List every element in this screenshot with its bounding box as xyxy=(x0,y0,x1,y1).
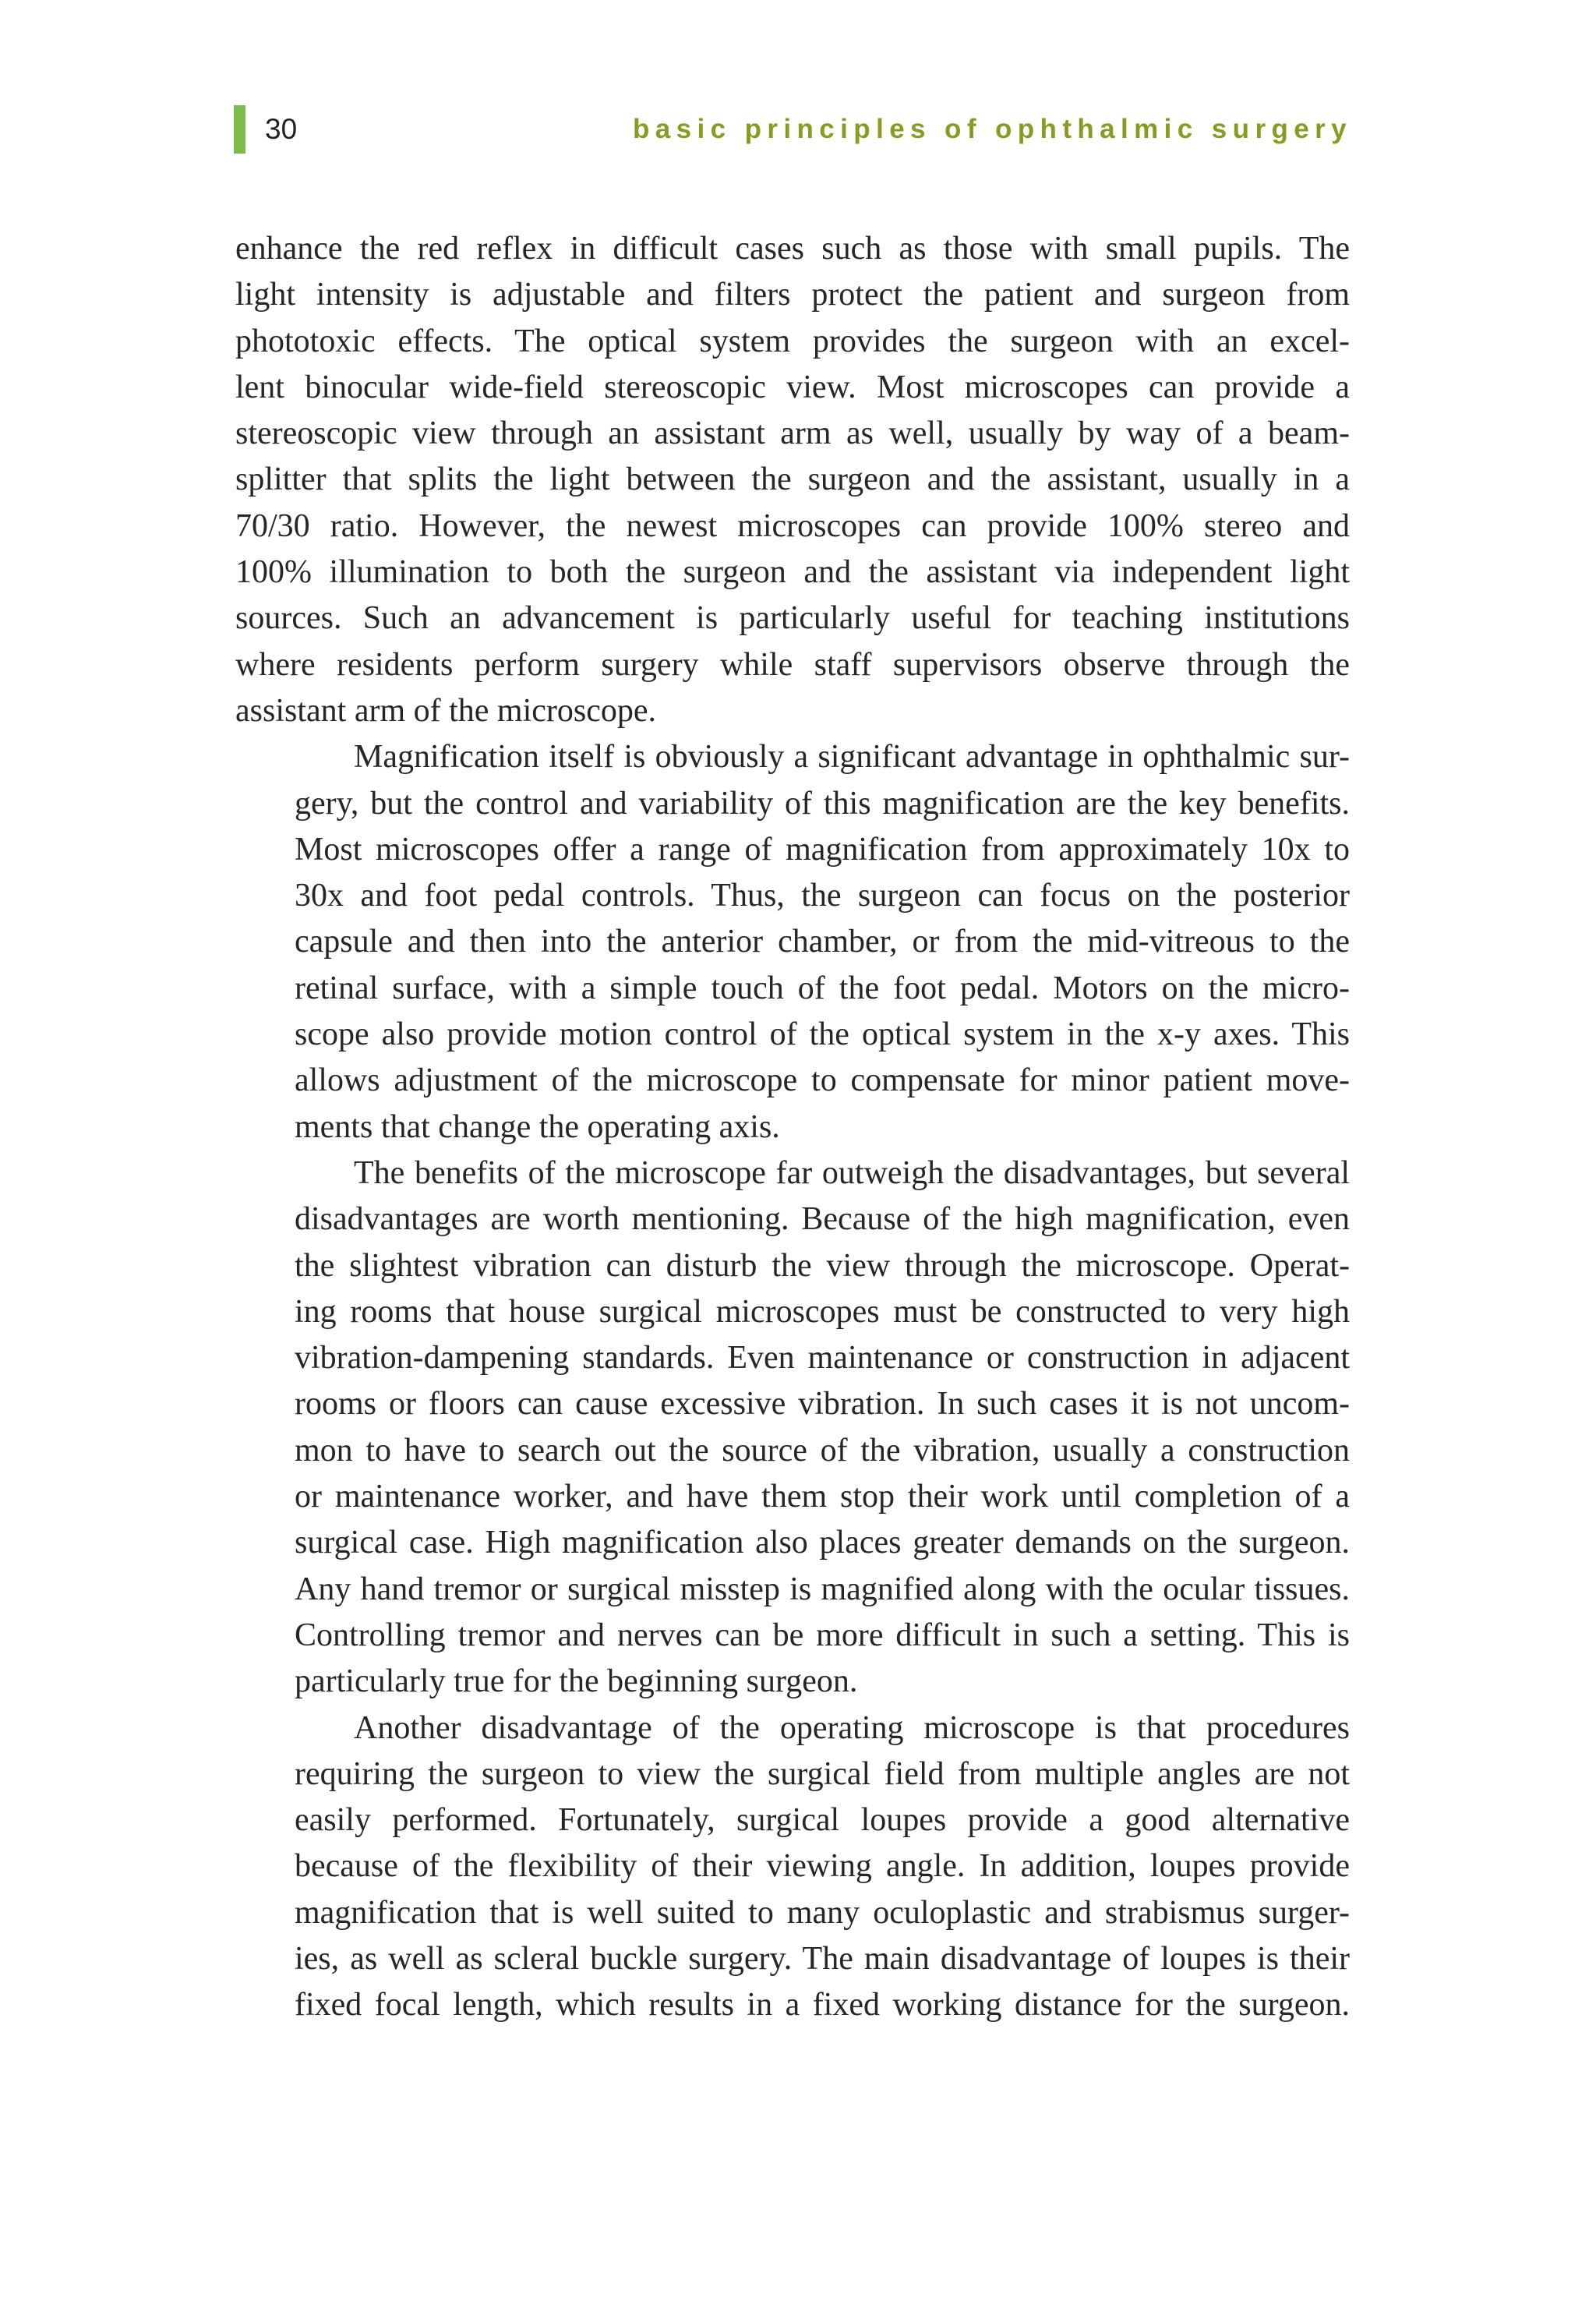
text-line: retinal surface, with a simple touch of the foot pedal. Motors on the micro- xyxy=(295,970,1350,1006)
text-line: 100% illumination to both the surgeon and the assistant via independent light xyxy=(235,554,1350,591)
text-line: Controlling tremor and nerves can be more difficult in such a setting. This is xyxy=(295,1617,1350,1653)
text-line: The benefits of the microscope far outweigh the disadvantages, but several xyxy=(354,1154,1350,1191)
text-line: where residents perform surgery while staff supervisors observe through the xyxy=(235,646,1350,683)
text-line: splitter that splits the light between the surgeon and the assistant, usually in a xyxy=(235,461,1350,498)
text-line: allows adjustment of the microscope to compensate for minor patient move- xyxy=(295,1062,1350,1099)
text-line: ing rooms that house surgical microscopes must be constructed to very high xyxy=(295,1293,1350,1330)
text-line: gery, but the control and variability of this magnification are the key benefits. xyxy=(295,785,1350,822)
body-text xyxy=(235,226,1350,2029)
text-line: phototoxic effects. The optical system provides the surgeon with an excel- xyxy=(235,323,1350,359)
text-line: Most microscopes offer a range of magnification from approximately 10x to xyxy=(295,831,1350,868)
text-line: requiring the surgeon to view the surgical field from multiple angles are not xyxy=(295,1755,1350,1792)
text-line: ies, as well as scleral buckle surgery. The main disadvantage of loupes is their xyxy=(295,1940,1350,1977)
text-line: enhance the red reflex in difficult cases such as those with small pupils. The xyxy=(235,231,1350,267)
text-line: Magnification itself is obviously a significant advantage in ophthalmic sur- xyxy=(354,739,1350,776)
text-line: 70/30 ratio. However, the newest microscopes can provide 100% stereo and xyxy=(235,507,1350,544)
text-line: sources. Such an advancement is particularly useful for teaching institutions xyxy=(235,600,1350,637)
text-line: rooms or floors can cause excessive vibration. In such cases it is not uncom- xyxy=(295,1386,1350,1423)
running-header xyxy=(234,105,1352,154)
header-accent-bar xyxy=(234,105,245,154)
text-line: lent binocular wide-field stereoscopic view. Most microscopes can provide a xyxy=(235,369,1350,405)
text-line: ments that change the operating axis. xyxy=(295,1108,780,1145)
text-line: Another disadvantage of the operating microscope is that procedures xyxy=(354,1709,1350,1746)
chapter-title: basic principles of ophthalmic surgery xyxy=(632,114,1352,144)
text-line: surgical case. High magnification also places greater demands on the surgeon. xyxy=(295,1525,1350,1561)
text-line: 30x and foot pedal controls. Thus, the surgeon can focus on the posterior xyxy=(295,878,1350,914)
text-line: easily performed. Fortunately, surgical loupes provide a good alternative xyxy=(295,1802,1350,1839)
text-line: assistant arm of the microscope. xyxy=(235,692,657,729)
paragraph-4 xyxy=(235,1705,1350,2029)
text-line: light intensity is adjustable and filters protect the patient and surgeon from xyxy=(235,277,1350,313)
text-line: fixed focal length, which results in a fixed working distance for the surgeon. xyxy=(295,1987,1350,2024)
text-line: because of the flexibility of their viewing angle. In addition, loupes provide xyxy=(295,1848,1350,1885)
text-line: stereoscopic view through an assistant arm as well, usually by way of a beam- xyxy=(235,415,1350,452)
text-line: particularly true for the beginning surgeon. xyxy=(295,1663,858,1700)
text-line: the slightest vibration can disturb the view through the microscope. Operat- xyxy=(295,1247,1350,1284)
paragraph-2 xyxy=(235,734,1350,1150)
text-line: vibration-dampening standards. Even maintenance or construction in adjacent xyxy=(295,1340,1350,1377)
text-line: magnification that is well suited to many oculoplastic and strabismus surger- xyxy=(295,1894,1350,1931)
text-line: disadvantages are worth mentioning. Because of the high magnification, even xyxy=(295,1201,1350,1238)
text-line: Any hand tremor or surgical misstep is magnified along with the ocular tissues. xyxy=(295,1571,1350,1607)
text-line: mon to have to search out the source of the vibration, usually a construction xyxy=(295,1432,1350,1469)
paragraph-1 xyxy=(235,226,1350,734)
paragraph-3 xyxy=(235,1150,1350,1705)
text-line: or maintenance worker, and have them stop their work until completion of a xyxy=(295,1479,1350,1515)
text-line: scope also provide motion control of the optical system in the x-y axes. This xyxy=(295,1016,1350,1053)
text-line: capsule and then into the anterior chamber, or from the mid-vitreous to the xyxy=(295,924,1350,960)
page-number: 30 xyxy=(265,113,298,145)
